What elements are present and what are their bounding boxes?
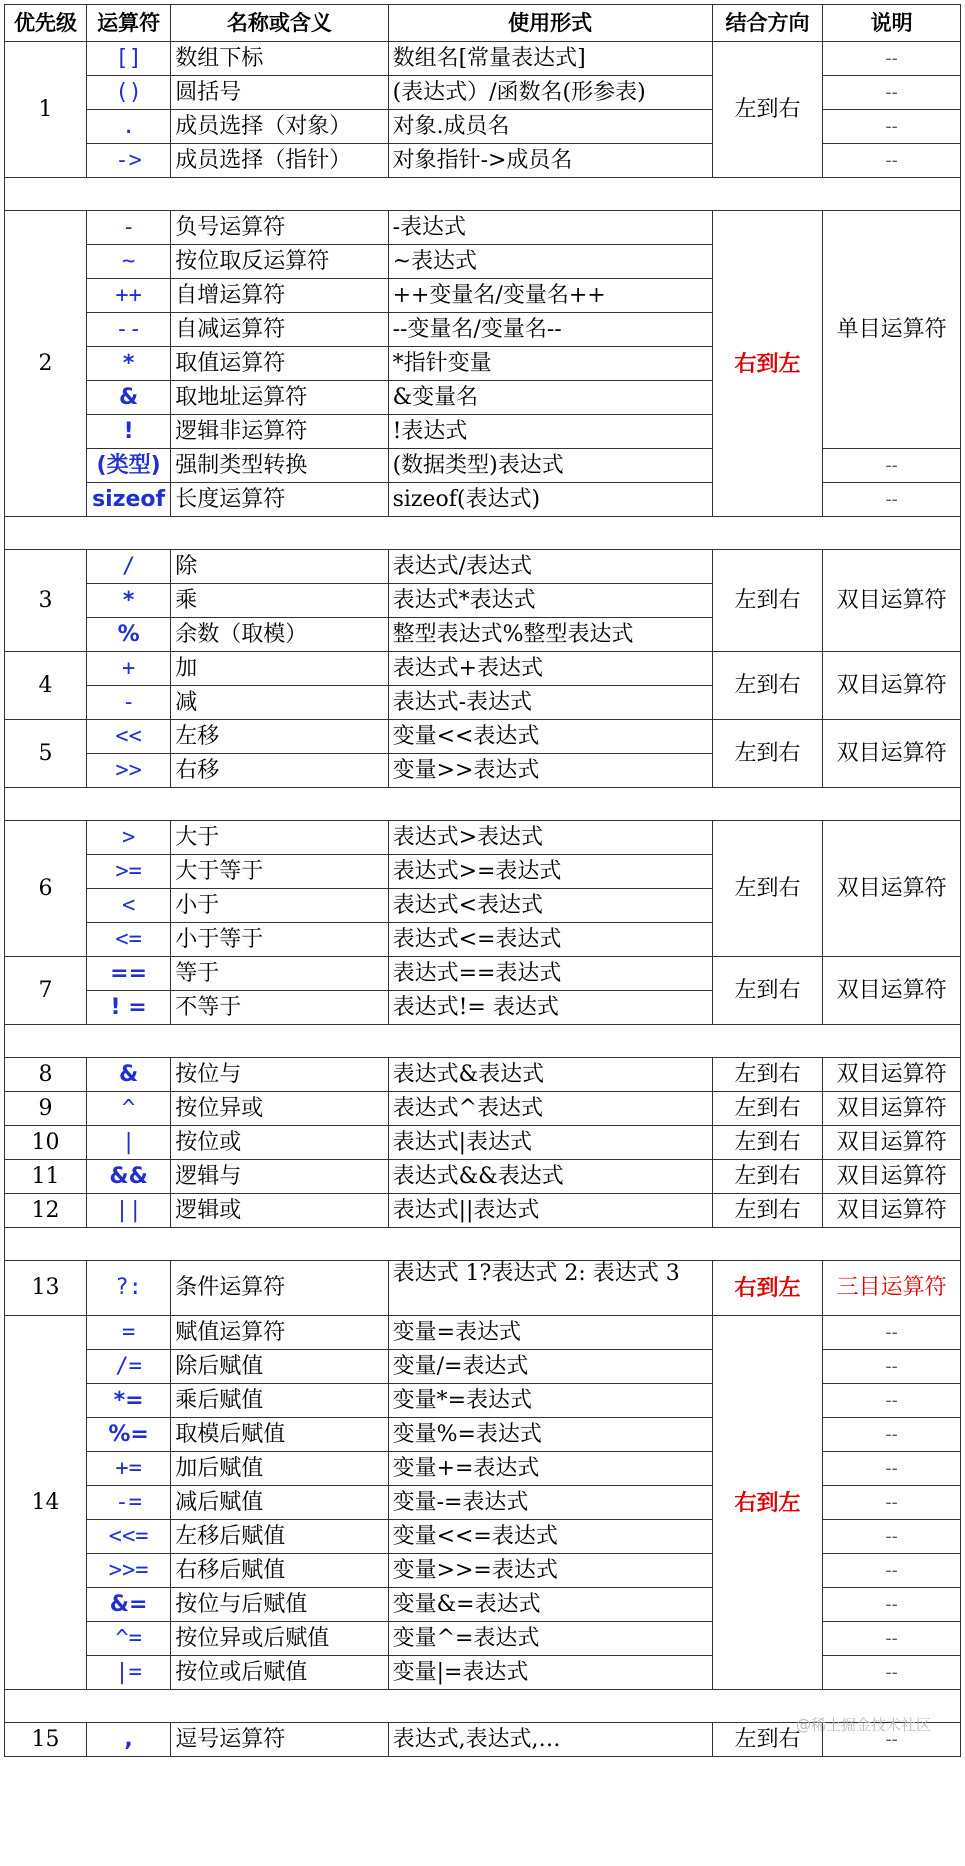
usage-cell: 表达式*表达式	[388, 584, 712, 618]
operator-cell: ^=	[86, 1622, 170, 1656]
associativity-cell: 左到右	[712, 652, 822, 720]
name-cell: 数组下标	[171, 42, 388, 76]
name-cell: 取地址运算符	[171, 381, 388, 415]
operator-cell: &	[86, 381, 170, 415]
note-cell: --	[823, 1723, 961, 1757]
name-cell: 按位或后赋值	[171, 1656, 388, 1690]
table-row	[5, 550, 961, 584]
usage-cell: 表达式&&表达式	[388, 1160, 712, 1194]
operator-cell: +	[86, 652, 170, 686]
operator-cell: ->	[86, 144, 170, 178]
table-row	[5, 720, 961, 754]
operator-cell: ++	[86, 279, 170, 313]
operator-cell: <<=	[86, 1520, 170, 1554]
operator-cell: -=	[86, 1486, 170, 1520]
name-cell: 自减运算符	[171, 313, 388, 347]
name-cell: 等于	[171, 957, 388, 991]
usage-cell: 表达式-表达式	[388, 686, 712, 720]
name-cell: 逗号运算符	[171, 1723, 388, 1757]
operator-cell: -	[86, 686, 170, 720]
separator-row	[5, 1025, 961, 1058]
header-operator: 运算符	[86, 5, 170, 42]
usage-cell: *指针变量	[388, 347, 712, 381]
operator-cell: ?:	[86, 1261, 170, 1316]
table-row	[5, 211, 961, 245]
operator-cell: ,	[86, 1723, 170, 1757]
header-usage: 使用形式	[388, 5, 712, 42]
separator-cell	[5, 517, 961, 550]
note-cell: --	[823, 1384, 961, 1418]
name-cell: 按位取反运算符	[171, 245, 388, 279]
note-cell: --	[823, 1554, 961, 1588]
priority-cell: 7	[5, 957, 87, 1025]
usage-cell: 表达式!= 表达式	[388, 991, 712, 1025]
name-cell: 按位异或	[171, 1092, 388, 1126]
usage-cell: sizeof(表达式)	[388, 483, 712, 517]
note-cell: --	[823, 1316, 961, 1350]
priority-cell: 10	[5, 1126, 87, 1160]
usage-cell: 表达式^表达式	[388, 1092, 712, 1126]
name-cell: 余数（取模）	[171, 618, 388, 652]
note-cell: 双目运算符	[823, 1092, 961, 1126]
operator-cell: !	[86, 415, 170, 449]
name-cell: 逻辑或	[171, 1194, 388, 1228]
note-cell: --	[823, 144, 961, 178]
operator-cell: /=	[86, 1350, 170, 1384]
priority-cell: 6	[5, 821, 87, 957]
operator-cell: []	[86, 42, 170, 76]
note-cell: --	[823, 42, 961, 76]
name-cell: 负号运算符	[171, 211, 388, 245]
name-cell: 乘后赋值	[171, 1384, 388, 1418]
operator-cell: ==	[86, 957, 170, 991]
priority-cell: 3	[5, 550, 87, 652]
usage-cell: 表达式<=表达式	[388, 923, 712, 957]
associativity-cell: 左到右	[712, 821, 822, 957]
name-cell: 取模后赋值	[171, 1418, 388, 1452]
watermark: @稀土掘金技术社区	[795, 1716, 931, 1734]
note-cell: --	[823, 76, 961, 110]
table-row	[5, 821, 961, 855]
associativity-cell: 左到右	[712, 957, 822, 1025]
usage-cell: 表达式+表达式	[388, 652, 712, 686]
priority-cell: 5	[5, 720, 87, 788]
name-cell: 右移后赋值	[171, 1554, 388, 1588]
operator-cell: ()	[86, 76, 170, 110]
note-cell: --	[823, 449, 961, 483]
name-cell: 成员选择（指针）	[171, 144, 388, 178]
separator-row	[5, 517, 961, 550]
usage-cell: --变量名/变量名--	[388, 313, 712, 347]
note-cell: 双目运算符	[823, 720, 961, 788]
associativity-cell: 左到右	[712, 1194, 822, 1228]
associativity-cell: 左到右	[712, 550, 822, 652]
table-row	[5, 1160, 961, 1194]
operator-cell: &&	[86, 1160, 170, 1194]
operator-cell: *	[86, 584, 170, 618]
usage-cell: 变量>>=表达式	[388, 1554, 712, 1588]
associativity-cell: 右到左	[712, 211, 822, 517]
name-cell: 大于	[171, 821, 388, 855]
usage-cell: 变量*=表达式	[388, 1384, 712, 1418]
header-priority: 优先级	[5, 5, 87, 42]
note-cell: 双目运算符	[823, 1160, 961, 1194]
name-cell: 小于等于	[171, 923, 388, 957]
name-cell: 按位异或后赋值	[171, 1622, 388, 1656]
usage-cell: -表达式	[388, 211, 712, 245]
name-cell: 乘	[171, 584, 388, 618]
usage-cell: 表达式||表达式	[388, 1194, 712, 1228]
operator-cell: /	[86, 550, 170, 584]
usage-cell: 表达式>表达式	[388, 821, 712, 855]
name-cell: 强制类型转换	[171, 449, 388, 483]
usage-cell: (表达式）/函数名(形参表)	[388, 76, 712, 110]
name-cell: 右移	[171, 754, 388, 788]
note-cell: --	[823, 1656, 961, 1690]
note-cell: --	[823, 1350, 961, 1384]
separator-cell	[5, 788, 961, 821]
name-cell: 加后赋值	[171, 1452, 388, 1486]
table-row	[5, 1058, 961, 1092]
name-cell: 小于	[171, 889, 388, 923]
operator-cell: (类型)	[86, 449, 170, 483]
separator-row	[5, 178, 961, 211]
operator-cell: .	[86, 110, 170, 144]
name-cell: 逻辑非运算符	[171, 415, 388, 449]
note-cell: --	[823, 110, 961, 144]
operator-cell: &=	[86, 1588, 170, 1622]
operator-cell: <=	[86, 923, 170, 957]
operator-cell: |=	[86, 1656, 170, 1690]
name-cell: 自增运算符	[171, 279, 388, 313]
note-cell: 双目运算符	[823, 821, 961, 957]
usage-cell: 变量>>表达式	[388, 754, 712, 788]
operator-cell: %	[86, 618, 170, 652]
note-cell: 双目运算符	[823, 652, 961, 720]
name-cell: 除后赋值	[171, 1350, 388, 1384]
usage-cell: 表达式 1?表达式 2: 表达式 3	[388, 1261, 712, 1316]
table-body	[5, 42, 961, 1757]
separator-row	[5, 1228, 961, 1261]
associativity-cell: 右到左	[712, 1261, 822, 1316]
operator-cell: >	[86, 821, 170, 855]
note-cell: 双目运算符	[823, 1126, 961, 1160]
table-row	[5, 957, 961, 991]
note-cell: --	[823, 1622, 961, 1656]
separator-cell	[5, 178, 961, 211]
operator-cell: --	[86, 313, 170, 347]
usage-cell: 变量=表达式	[388, 1316, 712, 1350]
header-name: 名称或含义	[171, 5, 388, 42]
usage-cell: 对象指针->成员名	[388, 144, 712, 178]
usage-cell: &变量名	[388, 381, 712, 415]
table-row	[5, 42, 961, 76]
usage-cell: ++变量名/变量名++	[388, 279, 712, 313]
usage-cell: 变量&=表达式	[388, 1588, 712, 1622]
operator-cell: *=	[86, 1384, 170, 1418]
priority-cell: 13	[5, 1261, 87, 1316]
operator-cell: ^	[86, 1092, 170, 1126]
usage-cell: 表达式|表达式	[388, 1126, 712, 1160]
usage-cell: 数组名[常量表达式]	[388, 42, 712, 76]
header-associativity: 结合方向	[712, 5, 822, 42]
table-row	[5, 1261, 961, 1316]
name-cell: 条件运算符	[171, 1261, 388, 1316]
operator-precedence-table-container	[4, 4, 961, 1757]
associativity-cell: 左到右	[712, 1058, 822, 1092]
note-cell: 单目运算符	[823, 211, 961, 449]
note-cell: --	[823, 1486, 961, 1520]
name-cell: 左移后赋值	[171, 1520, 388, 1554]
associativity-cell: 左到右	[712, 1723, 822, 1757]
associativity-cell: 左到右	[712, 1126, 822, 1160]
operator-cell: &	[86, 1058, 170, 1092]
associativity-cell: 左到右	[712, 1160, 822, 1194]
usage-cell: (数据类型)表达式	[388, 449, 712, 483]
priority-cell: 12	[5, 1194, 87, 1228]
usage-cell: ~表达式	[388, 245, 712, 279]
note-cell: 双目运算符	[823, 1194, 961, 1228]
operator-cell: >>	[86, 754, 170, 788]
note-cell: --	[823, 1418, 961, 1452]
note-cell: 三目运算符	[823, 1261, 961, 1316]
operator-cell: ! =	[86, 991, 170, 1025]
name-cell: 成员选择（对象）	[171, 110, 388, 144]
table-row	[5, 1316, 961, 1350]
priority-cell: 14	[5, 1316, 87, 1690]
note-cell: 双目运算符	[823, 550, 961, 652]
usage-cell: 变量<<=表达式	[388, 1520, 712, 1554]
name-cell: 取值运算符	[171, 347, 388, 381]
usage-cell: !表达式	[388, 415, 712, 449]
operator-cell: +=	[86, 1452, 170, 1486]
name-cell: 长度运算符	[171, 483, 388, 517]
name-cell: 减后赋值	[171, 1486, 388, 1520]
usage-cell: 变量%=表达式	[388, 1418, 712, 1452]
associativity-cell: 左到右	[712, 42, 822, 178]
name-cell: 左移	[171, 720, 388, 754]
operator-cell: <<	[86, 720, 170, 754]
priority-cell: 4	[5, 652, 87, 720]
name-cell: 圆括号	[171, 76, 388, 110]
usage-cell: 变量<<表达式	[388, 720, 712, 754]
name-cell: 赋值运算符	[171, 1316, 388, 1350]
name-cell: 加	[171, 652, 388, 686]
usage-cell: 整型表达式%整型表达式	[388, 618, 712, 652]
name-cell: 按位与	[171, 1058, 388, 1092]
operator-cell: >=	[86, 855, 170, 889]
name-cell: 大于等于	[171, 855, 388, 889]
usage-cell: 变量+=表达式	[388, 1452, 712, 1486]
operator-cell: |	[86, 1126, 170, 1160]
usage-cell: 变量|=表达式	[388, 1656, 712, 1690]
table-row	[5, 652, 961, 686]
note-cell: --	[823, 483, 961, 517]
usage-cell: 表达式&表达式	[388, 1058, 712, 1092]
usage-cell: 表达式<表达式	[388, 889, 712, 923]
table-row	[5, 1126, 961, 1160]
operator-cell: -	[86, 211, 170, 245]
note-cell: --	[823, 1452, 961, 1486]
operator-cell: ||	[86, 1194, 170, 1228]
operator-cell: =	[86, 1316, 170, 1350]
associativity-cell: 右到左	[712, 1316, 822, 1690]
header-note: 说明	[823, 5, 961, 42]
name-cell: 按位与后赋值	[171, 1588, 388, 1622]
usage-cell: 表达式>=表达式	[388, 855, 712, 889]
operator-cell: <	[86, 889, 170, 923]
priority-cell: 15	[5, 1723, 87, 1757]
priority-cell: 9	[5, 1092, 87, 1126]
note-cell: 双目运算符	[823, 957, 961, 1025]
usage-cell: 变量^=表达式	[388, 1622, 712, 1656]
table-row	[5, 1092, 961, 1126]
separator-cell	[5, 1228, 961, 1261]
priority-cell: 11	[5, 1160, 87, 1194]
separator-row	[5, 788, 961, 821]
operator-cell: ~	[86, 245, 170, 279]
operator-cell: *	[86, 347, 170, 381]
usage-cell: 表达式,表达式,…	[388, 1723, 712, 1757]
note-cell: --	[823, 1520, 961, 1554]
priority-cell: 8	[5, 1058, 87, 1092]
usage-cell: 变量/=表达式	[388, 1350, 712, 1384]
usage-cell: 对象.成员名	[388, 110, 712, 144]
name-cell: 减	[171, 686, 388, 720]
note-cell: --	[823, 1588, 961, 1622]
usage-cell: 表达式==表达式	[388, 957, 712, 991]
operator-cell: sizeof	[86, 483, 170, 517]
name-cell: 按位或	[171, 1126, 388, 1160]
usage-cell: 变量-=表达式	[388, 1486, 712, 1520]
priority-cell: 2	[5, 211, 87, 517]
usage-cell: 表达式/表达式	[388, 550, 712, 584]
associativity-cell: 左到右	[712, 1092, 822, 1126]
operator-precedence-table	[4, 4, 961, 1757]
associativity-cell: 左到右	[712, 720, 822, 788]
header-row	[5, 5, 961, 42]
name-cell: 逻辑与	[171, 1160, 388, 1194]
note-cell: 双目运算符	[823, 1058, 961, 1092]
operator-cell: %=	[86, 1418, 170, 1452]
priority-cell: 1	[5, 42, 87, 178]
separator-cell	[5, 1025, 961, 1058]
name-cell: 不等于	[171, 991, 388, 1025]
table-row	[5, 1194, 961, 1228]
operator-cell: >>=	[86, 1554, 170, 1588]
name-cell: 除	[171, 550, 388, 584]
